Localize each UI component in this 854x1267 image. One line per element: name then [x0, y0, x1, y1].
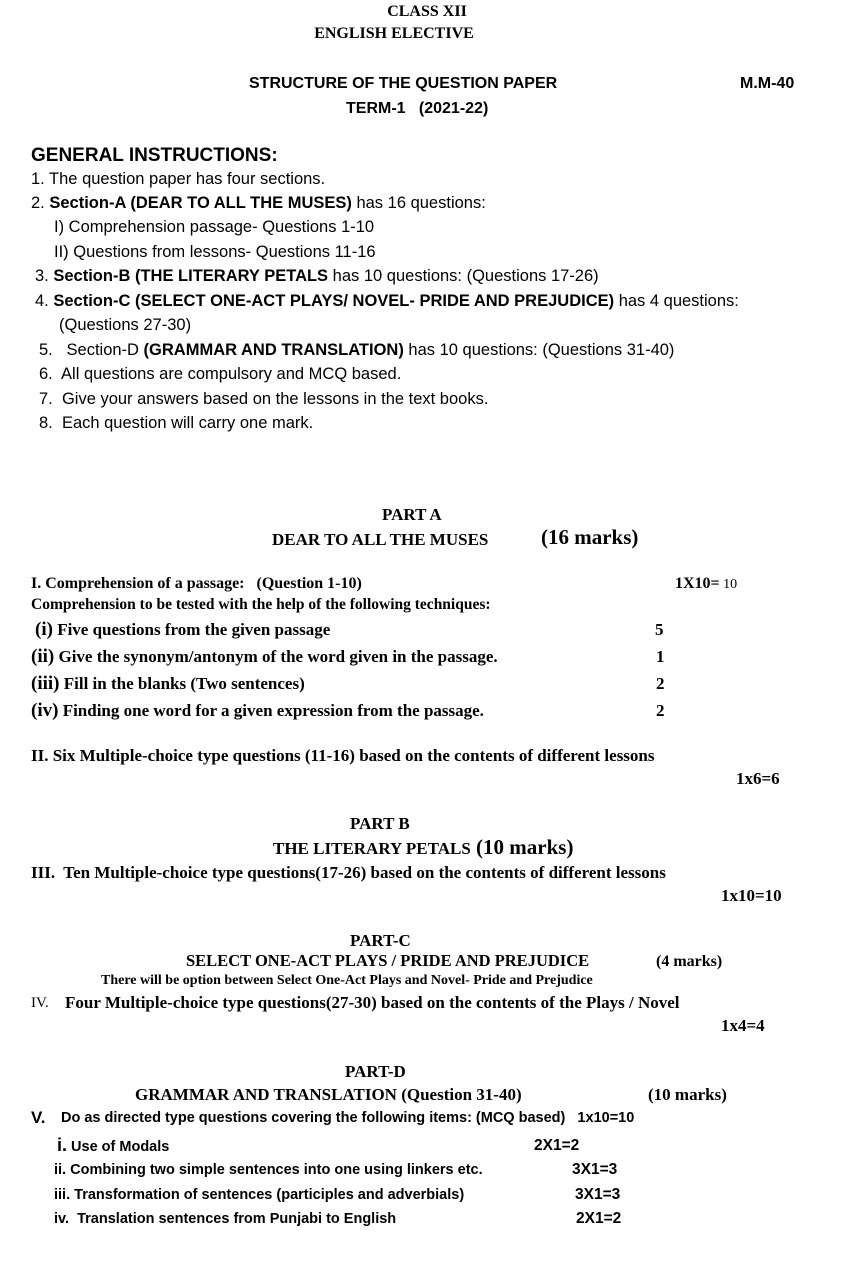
part-c-option-note: There will be option between Select One-Act Plays and Novel- Pride and Prejudice: [101, 973, 593, 988]
instruction-item: 6. All questions are compulsory and MCQ based.: [39, 365, 402, 383]
instruction-item: 8. Each question will carry one mark.: [39, 414, 314, 432]
part-c-marks: (4 marks): [656, 953, 723, 970]
technique-item: (iii) Fill in the blanks (Two sentences): [31, 673, 305, 694]
class-label: CLASS XII: [387, 3, 467, 20]
technique-marks: 2: [656, 701, 665, 720]
part-b-heading: PART B: [350, 814, 410, 833]
techniques-intro: Comprehension to be tested with the help of the following techniques:: [31, 596, 491, 613]
q5-number: V.: [31, 1108, 46, 1127]
part-b-title: THE LITERARY PETALS (10 marks): [273, 835, 574, 859]
instruction-item: II) Questions from lessons- Questions 11-16: [54, 243, 376, 261]
instruction-item: 3. Section-B (THE LITERARY PETALS has 10 questions: (Questions 17-26): [35, 267, 599, 285]
grammar-item-marks: 2X1=2: [576, 1210, 622, 1227]
term-label: TERM-1 (2021-22): [346, 100, 489, 117]
technique-item: (i) Five questions from the given passage: [35, 619, 331, 640]
technique-marks: 5: [655, 620, 664, 639]
instruction-item: (Questions 27-30): [59, 316, 192, 334]
grammar-item: iv. Translation sentences from Punjabi to English: [54, 1211, 397, 1227]
q4-marks: 1x4=4: [721, 1016, 765, 1035]
q3-marks: 1x10=10: [721, 886, 782, 905]
instruction-item: 1. The question paper has four sections.: [31, 170, 326, 188]
part-c-heading: PART-C: [350, 931, 411, 950]
instruction-item: I) Comprehension passage- Questions 1-10: [54, 218, 375, 236]
part-a-marks: (16 marks): [541, 525, 639, 549]
q3-label: III. Ten Multiple-choice type questions(17-26) based on the contents of different lessons: [31, 863, 666, 882]
part-d-marks: (10 marks): [648, 1085, 727, 1104]
part-d-heading: PART-D: [345, 1062, 406, 1081]
subject-label: ENGLISH ELECTIVE: [314, 25, 474, 42]
grammar-item: iii. Transformation of sentences (participles and adverbials): [54, 1187, 465, 1203]
technique-marks: 1: [656, 647, 665, 666]
max-marks: M.M-40: [740, 75, 795, 92]
q2-marks: 1x6=6: [736, 769, 780, 788]
technique-marks: 2: [656, 674, 665, 693]
q2-label: II. Six Multiple-choice type questions (11-16) based on the contents of different lessons: [31, 746, 655, 765]
structure-title: STRUCTURE OF THE QUESTION PAPER: [249, 75, 558, 92]
q1-marks: 1X10= 10: [675, 575, 738, 592]
instruction-item: 2. Section-A (DEAR TO ALL THE MUSES) has 16 questions:: [31, 194, 486, 212]
q1-label: I. Comprehension of a passage: (Question 1-10): [31, 575, 362, 592]
instruction-item: 7. Give your answers based on the lessons in the text books.: [39, 390, 489, 408]
general-instructions-title: GENERAL INSTRUCTIONS:: [31, 145, 278, 166]
technique-item: (ii) Give the synonym/antonym of the word given in the passage.: [31, 646, 498, 667]
grammar-item-marks: 3X1=3: [575, 1186, 621, 1203]
instruction-item: 5. Section-D (GRAMMAR AND TRANSLATION) has 10 questions: (Questions 31-40): [39, 341, 675, 359]
instruction-item: 4. Section-C (SELECT ONE-ACT PLAYS/ NOVEL- PRIDE AND PREJUDICE) has 4 questions:: [35, 292, 739, 310]
grammar-item-marks: 2X1=2: [534, 1137, 580, 1154]
q5-label: Do as directed type questions covering the following items: (MCQ based) 1x10=10: [61, 1110, 635, 1126]
grammar-item-marks: 3X1=3: [572, 1161, 618, 1178]
part-d-title: GRAMMAR AND TRANSLATION (Question 31-40): [135, 1085, 522, 1104]
part-a-heading: PART A: [382, 505, 442, 524]
q4-label: Four Multiple-choice type questions(27-30) based on the contents of the Plays / Novel: [65, 993, 680, 1012]
grammar-item: i. Use of Modals: [57, 1135, 170, 1155]
grammar-item: ii. Combining two simple sentences into one using linkers etc.: [54, 1162, 483, 1178]
technique-item: (iv) Finding one word for a given expression from the passage.: [31, 700, 484, 721]
part-a-title: DEAR TO ALL THE MUSES: [272, 530, 489, 549]
part-c-title: SELECT ONE-ACT PLAYS / PRIDE AND PREJUDICE: [186, 951, 590, 970]
q4-number: IV.: [31, 995, 49, 1011]
